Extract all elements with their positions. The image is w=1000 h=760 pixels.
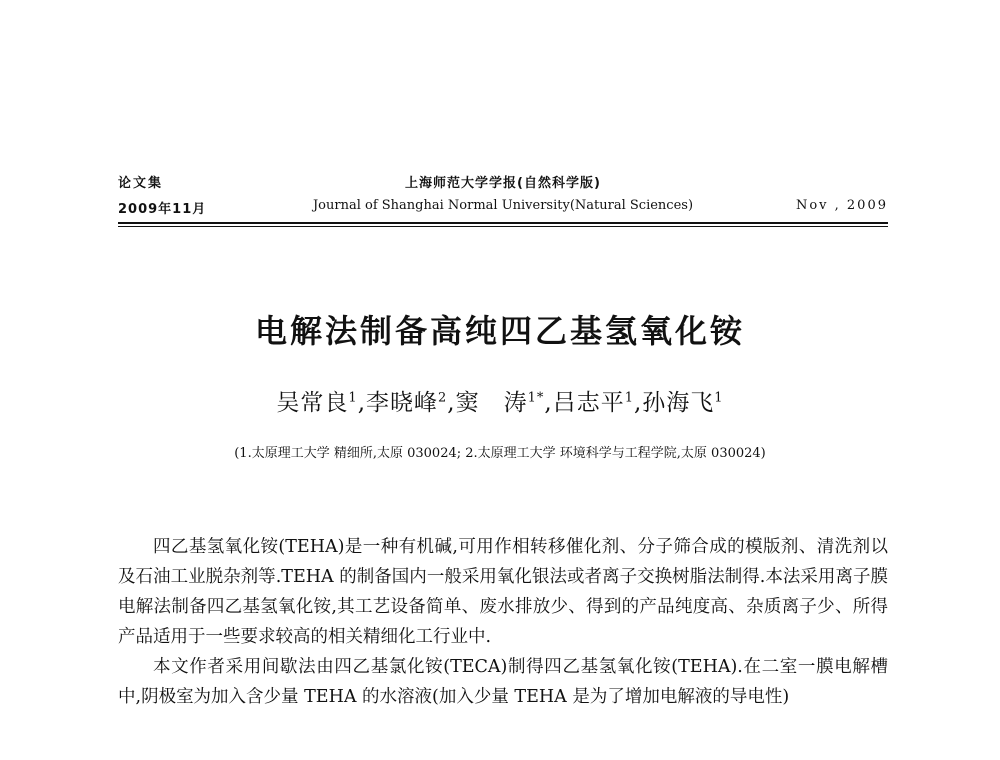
issue-date-en: Nov , 2009: [795, 198, 888, 213]
author-affil-mark: 1: [714, 390, 724, 406]
author-affil-mark: 1: [624, 390, 634, 406]
header-rule-thin: [118, 226, 888, 227]
affiliations: (1.太原理工大学 精细所,太原 030024; 2.太原理工大学 环境科学与工程学院,太原 030024): [234, 446, 766, 461]
section-label: 论文集: [118, 176, 164, 191]
paragraph: 本文作者采用间歇法由四乙基氯化铵(TECA)制得四乙基氢氧化铵(TEHA).在二室一膜电解槽中,阴极室为加入含少量 TEHA 的水溶液(加入少量 TEHA 是为了增加电解液的导电性): [118, 657, 888, 707]
author-separator: ,: [357, 390, 367, 416]
author-list: [0, 384, 1000, 417]
author-name: 吴常良: [276, 390, 349, 416]
journal-name-en: Journal of Shanghai Normal University(Natural Sciences): [312, 198, 694, 213]
author-name: 窦 涛: [455, 390, 528, 416]
body-text: [118, 532, 888, 712]
author-separator: ,: [633, 390, 643, 416]
author-affil-mark: 1: [348, 390, 358, 406]
author-affil-mark: 1*: [527, 390, 545, 406]
issue-date-cn: 2009年11月: [118, 202, 207, 217]
paper-title: 电解法制备高纯四乙基氢氧化铵: [254, 312, 745, 350]
author-separator: ,: [447, 390, 456, 416]
header-rule-thick: [118, 222, 888, 224]
author-name: 孙海飞: [642, 390, 715, 416]
author-separator: ,: [544, 390, 553, 416]
paragraph: 四乙基氢氧化铵(TEHA)是一种有机碱,可用作相转移催化剂、分子筛合成的模版剂、清洗剂以及石油工业脱杂剂等.TEHA 的制备国内一般采用氧化银法或者离子交换树脂法制得.本法采用离子膜电解法制备四乙基氢氧化铵,其工艺设备简单、废水排放少、得到的产品纯度高、杂质离子少、所得产品适用于一些要求较高的相关精细化工行业中.: [118, 537, 888, 647]
journal-header: [118, 172, 888, 220]
author-affil-mark: 2: [438, 390, 448, 406]
author-name: 吕志平: [552, 390, 625, 416]
author-name: 李晓峰: [366, 390, 439, 416]
journal-name-cn: 上海师范大学学报(自然科学版): [405, 176, 601, 191]
